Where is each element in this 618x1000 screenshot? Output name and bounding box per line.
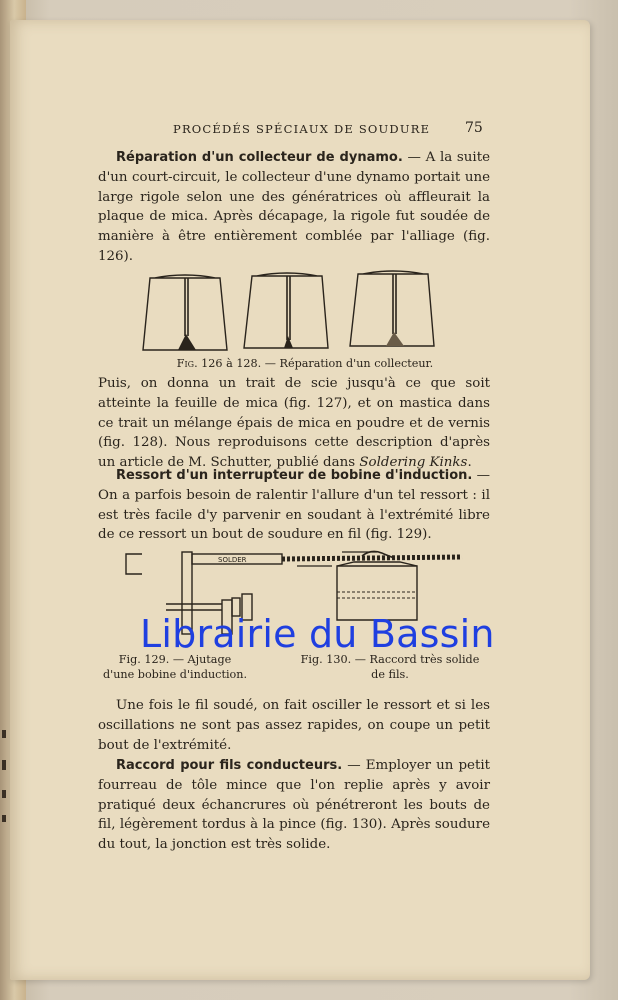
caption-fig-130: Fig. 130. — Raccord très solide de fils. xyxy=(300,653,480,681)
page-number: 75 xyxy=(465,120,483,136)
text-collector-repair: — A la suite d'un court-circuit, le collecteur d'une dynamo portait une large rigole selon une des génératrices où affleurait la plaque de mica. Après décapage, la rigole fut soudée de manière à être entièrement comblée par l'alliage (fig. 126). xyxy=(98,150,490,264)
text-spring: — On a parfois besoin de ralentir l'allure d'un tel ressort : il est très facile d'y parvenir en soudant à l'extrémité libre de ce ressort un bout de soudure en fil (fig. 129). xyxy=(98,468,491,543)
watermark-librairie-du-bassin: Librairie du Bassin xyxy=(140,612,495,656)
collector-fig-127 xyxy=(244,273,328,348)
left-page-edge-marks xyxy=(0,690,10,840)
paragraph-collector-repair xyxy=(98,148,490,267)
caption-fig-126-128: Fig. 126 à 128. — Réparation d'un collecteur. xyxy=(176,357,434,370)
paragraph-saw-cut: Puis, on donna un trait de scie jusqu'à ce que soit atteinte la feuille de mica (fig. 127), et on mastica dans ce trait un mélange épais de mica en poudre et de vernis (fig. 128). Nous reproduisons cette description d'après un article de M. Schutter, publié dans Soldering Kinks. xyxy=(98,376,490,471)
running-title: PROCÉDÉS SPÉCIAUX DE SOUDURE xyxy=(173,122,431,136)
book-page xyxy=(10,20,590,980)
text-wire-connector: — Employer un petit fourreau de tôle mince que l'on replie après y avoir pratiqué deux échancrures où pénétreront les bouts de fil, légèrement tordus à la pince (fig. 130). Après soudure du tout, la jonction est très solide. xyxy=(98,758,490,853)
paragraph-wire-connector xyxy=(98,756,490,855)
paragraph-spring xyxy=(98,466,490,545)
figure-126-128-collector xyxy=(140,250,470,352)
heading-wire-connector: Raccord pour fils conducteurs. xyxy=(116,758,343,773)
collector-fig-128 xyxy=(350,271,434,346)
paragraph-oscillation: Une fois le fil soudé, on fait osciller le ressort et si les oscillations ne sont pas assez rapides, on coupe un petit bout de l'extrémité. xyxy=(98,698,490,753)
running-head xyxy=(10,122,590,142)
heading-collector-repair: Réparation d'un collecteur de dynamo. xyxy=(116,150,403,165)
caption-fig-129: Fig. 129. — Ajutage d'une bobine d'induction. xyxy=(102,653,248,681)
heading-spring: Ressort d'un interrupteur de bobine d'induction. xyxy=(116,468,473,483)
book-title-soldering-kinks: Soldering Kinks xyxy=(359,455,468,471)
solder-label: SOLDER xyxy=(218,556,247,564)
